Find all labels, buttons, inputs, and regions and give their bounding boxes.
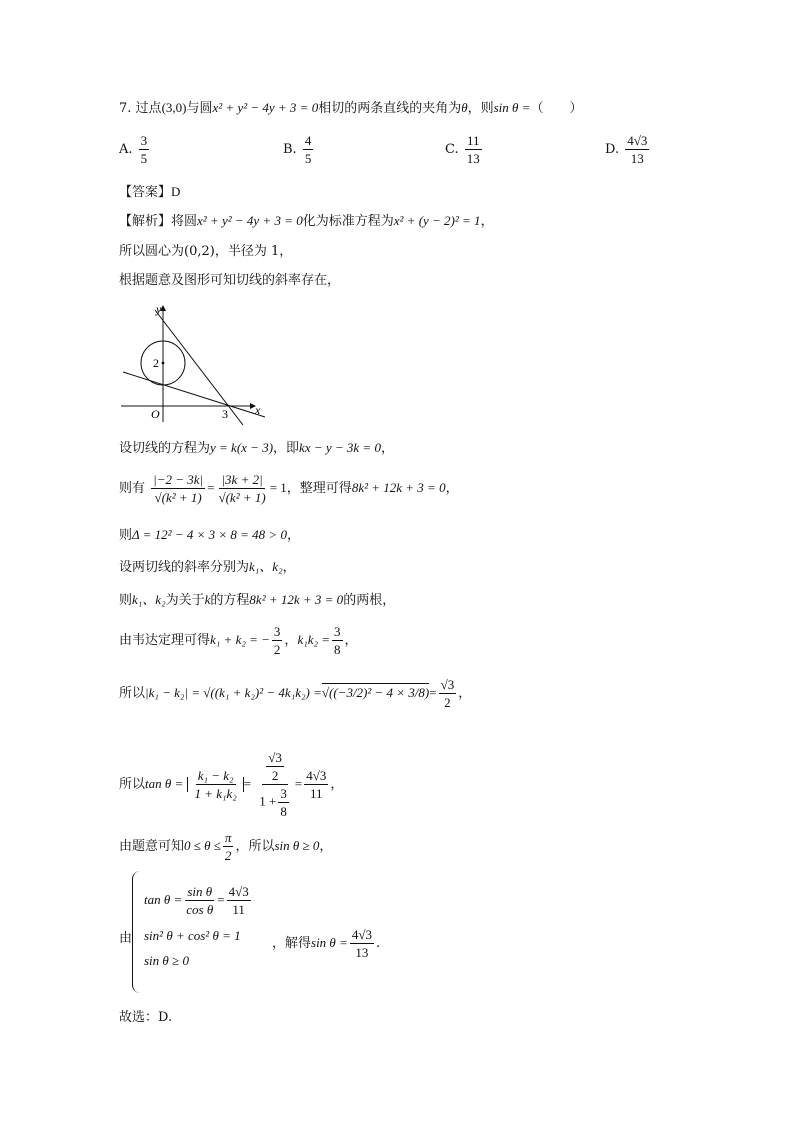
system-eq-2: sin² θ + cos² θ = 1: [144, 928, 241, 943]
question-number: 7.: [119, 101, 132, 116]
option-d[interactable]: D. $\frac{4√3}{13}$: [605, 133, 648, 166]
system-eq-1: tan θ = $\frac{\text{sin θ}}{\text{cos θ}}$ = $\frac{4√3}{11}$: [144, 884, 249, 917]
analysis-line-3: 根据题意及图形可知切线的斜率存在，: [119, 273, 341, 288]
answer-line: 【答案】D: [119, 184, 181, 200]
analysis-line-7: 设两切线的斜率分别为k₁、k₂，: [119, 559, 296, 575]
option-a[interactable]: A. $\frac{3}{5}$: [119, 133, 148, 166]
tangent-line-2: [123, 372, 265, 417]
y-axis-label: y: [156, 302, 162, 316]
origin-label: O: [151, 407, 160, 421]
analysis-line-4: 设切线的方程为y = k(x − 3)，即kx − y − 3k = 0，: [119, 440, 394, 456]
circle-center: [162, 362, 165, 365]
system-result: ，解得sin θ = $\frac{4√3}{13}$ .: [272, 927, 381, 960]
analysis-line-12: 由题意可知0 ≤ θ ≤ $\frac{\pi}{2}$ ，所以sin θ ≥ 0，: [119, 830, 333, 863]
tick-label-x: 3: [222, 407, 228, 421]
x-axis-label: x: [255, 403, 261, 417]
option-c[interactable]: C. $\frac{11}{13}$: [445, 133, 480, 166]
analysis-line-6: 则Δ = 12² − 4 × 3 × 8 = 48 > 0，: [119, 527, 300, 543]
analysis-line-10: 所以|k₁ − k₂| = √((k₁ + k₂)² − 4k₁k₂) =√((−3/2)² − 4 × 3/8)= $\frac{√3}{2}$ ，: [119, 677, 472, 710]
system-eq-3: sin θ ≥ 0: [144, 953, 189, 968]
conclusion: 故选：D.: [119, 1010, 173, 1025]
tangent-figure: [115, 300, 275, 425]
system-brace: [132, 871, 141, 993]
analysis-line-1: 【解析】将圆x² + y² − 4y + 3 = 0化为标准方程为x² + (y − 2)² = 1，: [119, 213, 494, 229]
analysis-line-11: 所以tan θ = $\frac{\text{k₁ − k₂}}{\text{1 + k₁k₂}}$ = $\frac{√3}{2}$ 1 + $\frac{3}{8}$ = $\frac{4√3}{11}$ ，: [119, 750, 344, 819]
question-line: 7. 过点(3,0)与圆x² + y² − 4y + 3 = 0相切的两条直线的夹角为θ，则sin θ =（ ）: [119, 100, 583, 116]
analysis-line-9: 由韦达定理可得k₁ + k₂ = − $\frac{3}{2}$ ，k₁k₂ = $\frac{3}{8}$ ，: [119, 624, 358, 657]
analysis-line-8: 则k₁、k₂为关于k的方程8k² + 12k + 3 = 0的两根，: [119, 592, 396, 608]
system-prefix: 由: [119, 931, 133, 946]
analysis-line-2: 所以圆心为(0,2)，半径为 1，: [119, 244, 293, 259]
option-b[interactable]: B. $\frac{4}{5}$: [283, 133, 312, 166]
tangent-line-1: [155, 310, 243, 425]
tick-label-y: 2: [153, 356, 159, 370]
analysis-line-5: 则有 $\frac{|-2 - 3k|}{\text{√(k² + 1)}}$ = $\frac{|3k + 2|}{\text{√(k² + 1)}}$ = 1，整理可得8k² + 12k + 3 = 0，: [119, 472, 459, 505]
